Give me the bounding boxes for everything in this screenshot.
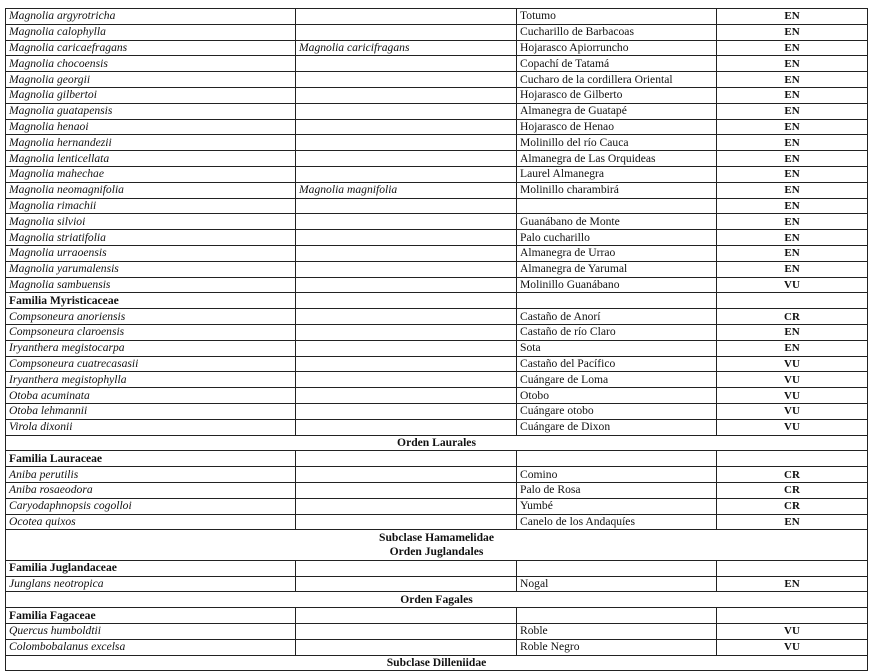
table-row <box>6 214 868 230</box>
status-cell <box>717 560 868 576</box>
synonym-cell <box>296 576 517 592</box>
species-name-cell: Magnolia argyrotricha <box>6 9 296 25</box>
species-name-cell: Compsoneura claroensis <box>6 324 296 340</box>
table-row <box>6 356 868 372</box>
species-name-cell: Iryanthera megistocarpa <box>6 340 296 356</box>
synonym-cell <box>296 103 517 119</box>
table-row <box>6 277 868 293</box>
status-cell: EN <box>717 40 868 56</box>
common-name-cell <box>517 608 717 624</box>
synonym-cell <box>296 372 517 388</box>
common-name-cell: Guanábano de Monte <box>517 214 717 230</box>
species-name-cell: Magnolia yarumalensis <box>6 261 296 277</box>
status-cell: EN <box>717 245 868 261</box>
common-name-cell: Almanegra de Guatapé <box>517 103 717 119</box>
table-row <box>6 372 868 388</box>
common-name-cell: Molinillo Guanábano <box>517 277 717 293</box>
common-name-cell: Cucharillo de Barbacoas <box>517 24 717 40</box>
common-name-cell: Palo cucharillo <box>517 230 717 246</box>
common-name-cell: Yumbé <box>517 498 717 514</box>
section-heading: Orden Laurales <box>6 435 868 451</box>
species-name-cell: Compsoneura cuatrecasasii <box>6 356 296 372</box>
synonym-cell <box>296 608 517 624</box>
section-heading: Subclase Dilleniidae <box>6 655 868 671</box>
common-name-cell: Hojarasco de Henao <box>517 119 717 135</box>
table-row <box>6 498 868 514</box>
synonym-cell <box>296 214 517 230</box>
species-name-cell: Magnolia henaoi <box>6 119 296 135</box>
status-cell: EN <box>717 103 868 119</box>
common-name-cell: Cucharo de la cordillera Oriental <box>517 72 717 88</box>
species-name-cell: Colombobalanus excelsa <box>6 639 296 655</box>
family-row <box>6 293 868 309</box>
common-name-cell: Cuángare de Loma <box>517 372 717 388</box>
status-cell: EN <box>717 119 868 135</box>
table-row <box>6 403 868 419</box>
family-row <box>6 451 868 467</box>
table-row <box>6 230 868 246</box>
synonym-cell <box>296 230 517 246</box>
synonym-cell <box>296 451 517 467</box>
synonym-cell <box>296 340 517 356</box>
status-cell: VU <box>717 419 868 435</box>
table-row <box>6 388 868 404</box>
status-cell: EN <box>717 198 868 214</box>
synonym-cell <box>296 277 517 293</box>
common-name-cell: Castaño del Pacífico <box>517 356 717 372</box>
species-name-cell: Virola dixonii <box>6 419 296 435</box>
species-name-cell: Junglans neotropica <box>6 576 296 592</box>
synonym-cell <box>296 356 517 372</box>
table-row <box>6 639 868 655</box>
table-row <box>6 324 868 340</box>
common-name-cell: Almanegra de Yarumal <box>517 261 717 277</box>
section-heading: Orden Juglandales <box>6 545 868 560</box>
species-name-cell: Magnolia caricaefragans <box>6 40 296 56</box>
common-name-cell: Sota <box>517 340 717 356</box>
common-name-cell: Totumo <box>517 9 717 25</box>
status-cell: EN <box>717 340 868 356</box>
table-row <box>6 166 868 182</box>
table-row <box>6 419 868 435</box>
synonym-cell <box>296 198 517 214</box>
common-name-cell: Palo de Rosa <box>517 482 717 498</box>
section-heading: Orden Fagales <box>6 592 868 608</box>
common-name-cell <box>517 451 717 467</box>
status-cell: CR <box>717 309 868 325</box>
synonym-cell <box>296 419 517 435</box>
status-cell: VU <box>717 639 868 655</box>
status-cell: CR <box>717 482 868 498</box>
status-cell: EN <box>717 56 868 72</box>
synonym-cell: Magnolia magnifolia <box>296 182 517 198</box>
table-row <box>6 40 868 56</box>
common-name-cell: Copachí de Tatamá <box>517 56 717 72</box>
table-row <box>6 467 868 483</box>
species-name-cell: Magnolia striatifolia <box>6 230 296 246</box>
synonym-cell <box>296 498 517 514</box>
table-row <box>6 135 868 151</box>
common-name-cell: Nogal <box>517 576 717 592</box>
species-name-cell: Caryodaphnopsis cogolloi <box>6 498 296 514</box>
synonym-cell <box>296 9 517 25</box>
table-row <box>6 119 868 135</box>
status-cell: EN <box>717 24 868 40</box>
status-cell: EN <box>717 230 868 246</box>
synonym-cell <box>296 560 517 576</box>
species-name-cell: Magnolia urraoensis <box>6 245 296 261</box>
synonym-cell <box>296 388 517 404</box>
common-name-cell: Molinillo charambirá <box>517 182 717 198</box>
species-name-cell: Otoba acuminata <box>6 388 296 404</box>
species-table-body <box>6 9 868 671</box>
common-name-cell <box>517 198 717 214</box>
section-heading-row <box>6 592 868 608</box>
common-name-cell: Canelo de los Andaquíes <box>517 514 717 530</box>
synonym-cell <box>296 514 517 530</box>
common-name-cell: Castaño de Anorí <box>517 309 717 325</box>
species-name-cell: Aniba perutilis <box>6 467 296 483</box>
synonym-cell <box>296 72 517 88</box>
status-cell: EN <box>717 135 868 151</box>
section-heading-row <box>6 655 868 671</box>
status-cell: CR <box>717 467 868 483</box>
common-name-cell: Hojarasco Apiorruncho <box>517 40 717 56</box>
common-name-cell: Molinillo del río Cauca <box>517 135 717 151</box>
family-row <box>6 608 868 624</box>
table-row <box>6 72 868 88</box>
status-cell: VU <box>717 624 868 640</box>
status-cell: EN <box>717 324 868 340</box>
status-cell: EN <box>717 87 868 103</box>
species-name-cell: Iryanthera megistophylla <box>6 372 296 388</box>
table-row <box>6 576 868 592</box>
synonym-cell <box>296 293 517 309</box>
section-heading-row <box>6 545 868 560</box>
species-name-cell: Ocotea quixos <box>6 514 296 530</box>
synonym-cell <box>296 135 517 151</box>
status-cell: EN <box>717 151 868 167</box>
species-name-cell: Magnolia neomagnifolia <box>6 182 296 198</box>
synonym-cell <box>296 639 517 655</box>
species-name-cell: Familia Myristicaceae <box>6 293 296 309</box>
species-name-cell: Magnolia hernandezii <box>6 135 296 151</box>
status-cell: EN <box>717 576 868 592</box>
species-name-cell: Aniba rosaeodora <box>6 482 296 498</box>
synonym-cell <box>296 151 517 167</box>
species-name-cell: Familia Fagaceae <box>6 608 296 624</box>
status-cell: VU <box>717 356 868 372</box>
synonym-cell <box>296 403 517 419</box>
table-row <box>6 56 868 72</box>
synonym-cell <box>296 309 517 325</box>
species-name-cell: Familia Lauraceae <box>6 451 296 467</box>
species-name-cell: Magnolia rimachii <box>6 198 296 214</box>
table-row <box>6 9 868 25</box>
synonym-cell <box>296 261 517 277</box>
synonym-cell <box>296 87 517 103</box>
status-cell: EN <box>717 9 868 25</box>
status-cell: VU <box>717 388 868 404</box>
synonym-cell: Magnolia caricifragans <box>296 40 517 56</box>
species-name-cell: Magnolia sambuensis <box>6 277 296 293</box>
status-cell <box>717 608 868 624</box>
family-row <box>6 560 868 576</box>
table-row <box>6 514 868 530</box>
common-name-cell: Roble Negro <box>517 639 717 655</box>
common-name-cell <box>517 560 717 576</box>
species-name-cell: Magnolia chocoensis <box>6 56 296 72</box>
species-name-cell: Magnolia lenticellata <box>6 151 296 167</box>
common-name-cell: Castaño de río Claro <box>517 324 717 340</box>
status-cell: VU <box>717 372 868 388</box>
synonym-cell <box>296 324 517 340</box>
table-row <box>6 103 868 119</box>
status-cell: EN <box>717 214 868 230</box>
common-name-cell: Roble <box>517 624 717 640</box>
common-name-cell: Hojarasco de Gilberto <box>517 87 717 103</box>
synonym-cell <box>296 467 517 483</box>
species-table <box>5 8 868 671</box>
table-row <box>6 624 868 640</box>
common-name-cell: Almanegra de Urrao <box>517 245 717 261</box>
table-row <box>6 198 868 214</box>
species-name-cell: Magnolia georgii <box>6 72 296 88</box>
species-name-cell: Magnolia gilbertoi <box>6 87 296 103</box>
status-cell <box>717 293 868 309</box>
species-name-cell: Magnolia calophylla <box>6 24 296 40</box>
synonym-cell <box>296 624 517 640</box>
species-name-cell: Magnolia guatapensis <box>6 103 296 119</box>
common-name-cell: Cuángare de Dixon <box>517 419 717 435</box>
table-row <box>6 261 868 277</box>
section-heading-row <box>6 530 868 545</box>
common-name-cell: Almanegra de Las Orquideas <box>517 151 717 167</box>
table-row <box>6 245 868 261</box>
species-name-cell: Magnolia silvioi <box>6 214 296 230</box>
species-name-cell: Quercus humboldtii <box>6 624 296 640</box>
synonym-cell <box>296 245 517 261</box>
species-name-cell: Compsoneura anoriensis <box>6 309 296 325</box>
common-name-cell: Cuángare otobo <box>517 403 717 419</box>
common-name-cell: Otobo <box>517 388 717 404</box>
table-row <box>6 87 868 103</box>
synonym-cell <box>296 166 517 182</box>
species-name-cell: Magnolia mahechae <box>6 166 296 182</box>
common-name-cell <box>517 293 717 309</box>
table-row <box>6 24 868 40</box>
synonym-cell <box>296 482 517 498</box>
section-heading-row <box>6 435 868 451</box>
section-heading: Subclase Hamamelidae <box>6 530 868 545</box>
status-cell: EN <box>717 182 868 198</box>
status-cell: EN <box>717 166 868 182</box>
status-cell: EN <box>717 72 868 88</box>
status-cell: CR <box>717 498 868 514</box>
status-cell: EN <box>717 261 868 277</box>
synonym-cell <box>296 56 517 72</box>
species-name-cell: Otoba lehmannii <box>6 403 296 419</box>
status-cell <box>717 451 868 467</box>
synonym-cell <box>296 119 517 135</box>
synonym-cell <box>296 24 517 40</box>
table-row <box>6 309 868 325</box>
species-name-cell: Familia Juglandaceae <box>6 560 296 576</box>
common-name-cell: Comino <box>517 467 717 483</box>
table-row <box>6 182 868 198</box>
table-row <box>6 340 868 356</box>
status-cell: EN <box>717 514 868 530</box>
status-cell: VU <box>717 277 868 293</box>
status-cell: VU <box>717 403 868 419</box>
table-row <box>6 151 868 167</box>
common-name-cell: Laurel Almanegra <box>517 166 717 182</box>
table-row <box>6 482 868 498</box>
